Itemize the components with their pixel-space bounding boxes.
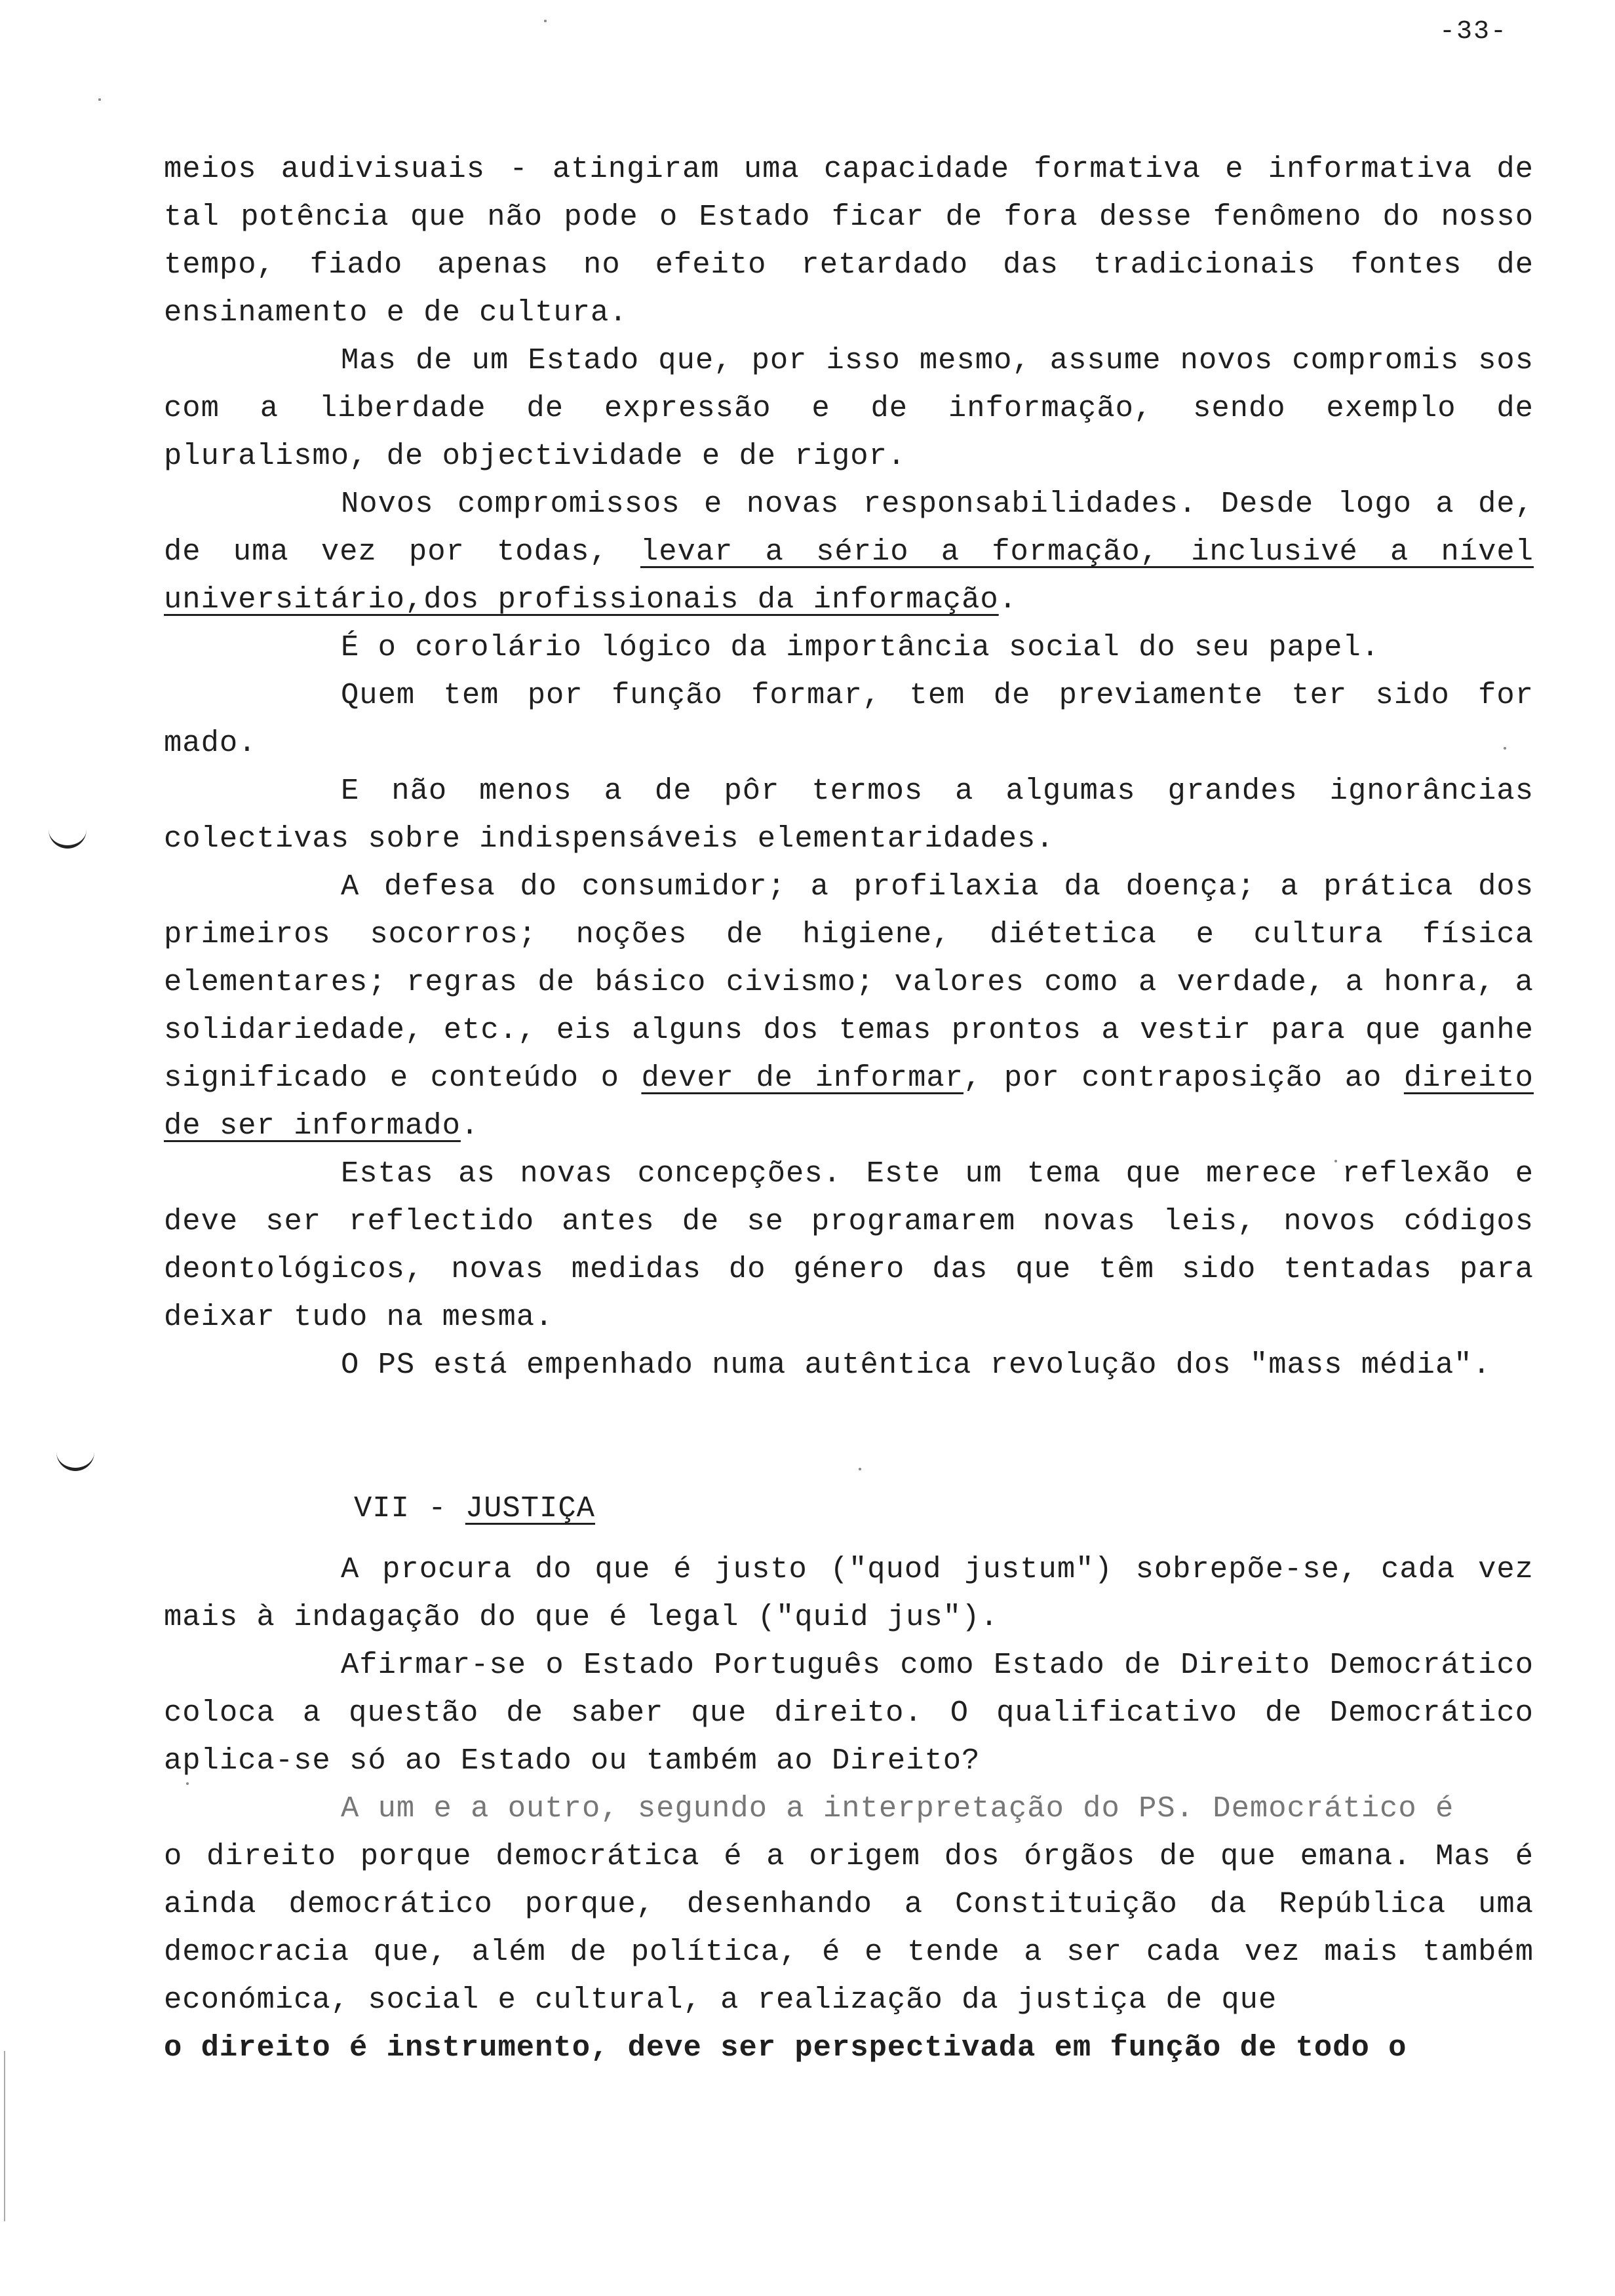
paragraph: E não menos a de pôr termos a algumas grandes ignorâncias colectivas sobre indispensáveis elementaridades. bbox=[164, 774, 1534, 856]
heading-prefix: VII - bbox=[354, 1491, 465, 1525]
bold-line: o direito é instrumento, deve ser perspectivada em função de todo o bbox=[164, 2031, 1407, 2065]
page-number: -33- bbox=[1439, 17, 1508, 47]
punch-hole-mark bbox=[49, 824, 87, 849]
text-run: Novos compromissos e novas responsabilidades. Desde logo a de, de uma vez por todas, bbox=[164, 487, 1534, 569]
paragraph: Quem tem por função formar, tem de previamente ter sido for mado. bbox=[164, 678, 1534, 760]
text-run: , por contraposição ao bbox=[963, 1061, 1404, 1095]
punch-hole-mark bbox=[56, 1447, 94, 1471]
paragraph: meios audivisuais - atingiram uma capacidade formativa e informativa de tal potência que não pode o Estado ficar de fora desse fenômeno do nosso tempo, fiado apenas no efeito retardado das tradicionais fontes de ensinamento e de cultura. bbox=[164, 152, 1534, 330]
document-body bbox=[164, 145, 1534, 2072]
section-heading bbox=[354, 1485, 1534, 1533]
paragraph: É o corolário lógico da importância social do seu papel. bbox=[341, 630, 1380, 664]
scan-speck bbox=[544, 20, 547, 22]
text-run: . bbox=[998, 583, 1018, 617]
paragraph bbox=[164, 480, 1534, 624]
paragraph: A procura do que é justo ("quod justum") sobrepõe-se, cada vez mais à indagação do que é legal ("quid jus"). bbox=[164, 1552, 1534, 1634]
faded-line: A um e a outro, segundo a interpretação do PS. Democrático é bbox=[341, 1791, 1454, 1826]
paragraph: o direito porque democrática é a origem dos órgãos de que emana. Mas é ainda democrático porque, desenhando a Constituição da República uma democracia que, além de política, é e tende a ser cada vez mais também económica, social e cultural, a realização da justiça de que bbox=[164, 1839, 1534, 2017]
paragraph: Mas de um Estado que, por isso mesmo, assume novos compromis sos com a liberdade de expressão e de informação, sendo exemplo de pluralismo, de objectividade e de rigor. bbox=[164, 343, 1534, 473]
heading-title: JUSTIÇA bbox=[465, 1491, 595, 1525]
underlined-text: dever de informar bbox=[641, 1061, 964, 1095]
scan-speck bbox=[98, 98, 101, 101]
underlined-text: levar a sério a formação, inclusivé a nível universitário,dos profissionais da informação bbox=[164, 535, 1534, 617]
underlined-text: direito de ser informado bbox=[164, 1061, 1534, 1143]
paragraph: Afirmar-se o Estado Português como Estado de Direito Democrático coloca a questão de saber que direito. O qualificativo de Democrático aplica-se só ao Estado ou também ao Direito? bbox=[164, 1648, 1534, 1778]
paragraph: Estas as novas concepções. Este um tema que merece reflexão e deve ser reflectido antes de se programarem novas leis, novos códigos deontológicos, novas medidas do género das que têm sido tentadas para deixar tudo na mesma. bbox=[164, 1157, 1534, 1334]
section-spacer bbox=[164, 1389, 1534, 1485]
scan-edge-line bbox=[4, 2051, 5, 2221]
text-run: A defesa do consumidor; a profilaxia da doença; a prática dos primeiros socorros; noções de higiene, diétetica e cultura física elementares; regras de básico civismo; valores como a verdade, a honra, a solidariedade, etc., eis alguns dos temas prontos a vestir para que ganhe significado e conteúdo o bbox=[164, 870, 1534, 1095]
paragraph: O PS está empenhado numa autêntica revolução dos "mass média". bbox=[341, 1348, 1491, 1382]
text-run: . bbox=[460, 1109, 480, 1143]
paragraph bbox=[164, 863, 1534, 1150]
